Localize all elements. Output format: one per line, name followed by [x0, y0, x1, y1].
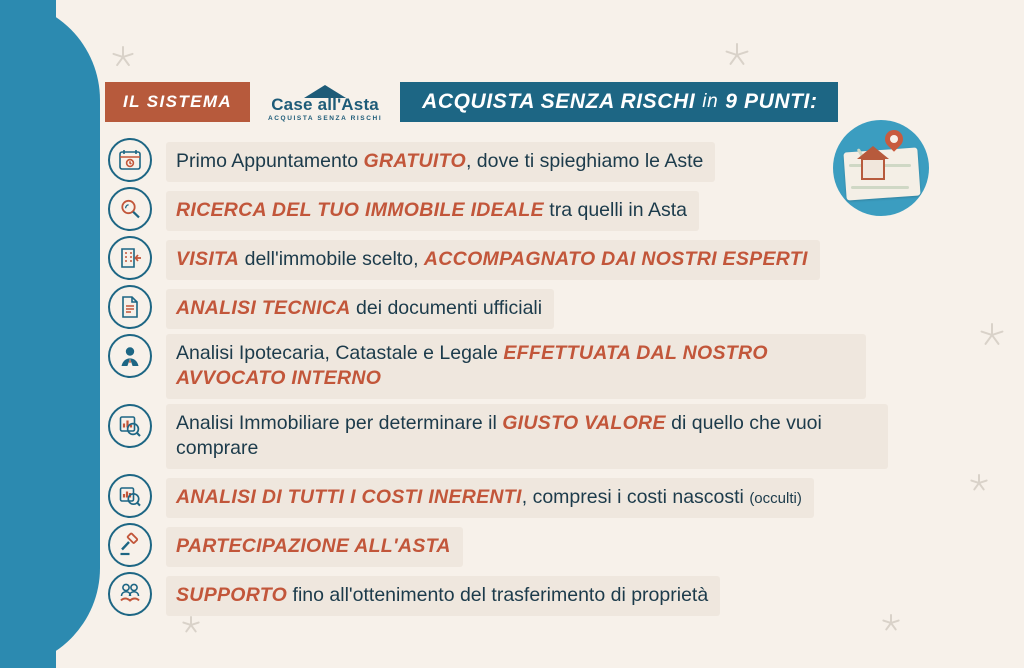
point-text	[166, 142, 715, 182]
point-text-emphasis: EFFETTUATA DAL NOSTRO AVVOCATO INTERNO	[176, 342, 768, 389]
list-item	[108, 523, 908, 567]
point-text	[166, 576, 720, 616]
magnifier-search-icon	[108, 187, 152, 231]
point-text-emphasis: GRATUITO	[363, 150, 466, 172]
point-text-part: di quello che vuoi comprare	[176, 411, 822, 459]
sparkle-decoration	[108, 42, 138, 72]
point-text-part: , dove ti spieghiamo le Aste	[465, 150, 704, 172]
point-text	[166, 404, 888, 469]
point-text-part: Analisi Ipotecaria, Catastale e Legale	[176, 342, 504, 364]
point-text-part: Primo Appuntamento	[176, 150, 364, 172]
list-item	[108, 138, 908, 182]
support-handshake-icon	[108, 572, 152, 616]
list-item	[108, 572, 908, 616]
list-item	[108, 285, 908, 329]
house-roof-icon	[304, 82, 346, 98]
list-item	[108, 236, 908, 280]
point-text-small: (occulti)	[749, 489, 802, 507]
list-item	[108, 334, 908, 399]
header-title-light: in	[702, 91, 719, 112]
gavel-auction-icon	[108, 523, 152, 567]
list-item	[108, 474, 908, 518]
point-text	[166, 334, 866, 399]
sparkle-decoration	[722, 40, 752, 70]
point-text-part: , compresi i costi nascosti	[521, 485, 750, 508]
point-text	[166, 527, 463, 567]
point-text	[166, 240, 820, 280]
brand-logo-tagline: ACQUISTA SENZA RISCHI	[267, 115, 383, 122]
cost-chart-magnifier-icon	[108, 474, 152, 518]
point-text-part: dell'immobile scelto,	[239, 248, 424, 270]
point-text-part: tra quelli in Asta	[543, 199, 687, 221]
document-analysis-icon	[108, 285, 152, 329]
point-text-part: Analisi Immobiliare per determinare il	[176, 411, 503, 434]
header-bar	[105, 82, 838, 122]
point-text-emphasis: SUPPORTO	[176, 583, 288, 606]
point-text-emphasis: RICERCA DEL TUO IMMOBILE IDEALE	[176, 199, 544, 221]
calendar-appointment-icon	[108, 138, 152, 182]
header-title	[400, 82, 837, 122]
sparkle-decoration	[977, 320, 1007, 350]
point-text	[166, 289, 554, 329]
lawyer-person-icon	[108, 334, 152, 378]
point-text-emphasis: ANALISI DI TUTTI I COSTI INERENTI	[176, 485, 522, 508]
point-text-emphasis: PARTECIPAZIONE ALL'ASTA	[176, 534, 451, 557]
sparkle-decoration	[966, 470, 992, 496]
brand-logo-name: Case all'Asta	[271, 95, 379, 114]
point-text-part: dei documenti ufficiali	[350, 297, 543, 319]
list-item	[108, 404, 908, 469]
point-text-part: fino all'ottenimento del trasferimento di proprietà	[287, 583, 709, 606]
points-list	[108, 138, 908, 621]
brand-logo	[250, 82, 400, 122]
point-text-emphasis: VISITA	[176, 248, 240, 270]
point-text-emphasis: ACCOMPAGNATO DAI NOSTRI ESPERTI	[423, 248, 808, 270]
header-title-strong2: 9 PUNTI:	[725, 90, 818, 113]
building-visit-icon	[108, 236, 152, 280]
list-item	[108, 187, 908, 231]
point-text	[166, 478, 814, 518]
point-text	[166, 191, 699, 231]
left-blue-notch	[0, 0, 56, 668]
point-text-emphasis: ANALISI TECNICA	[176, 297, 351, 319]
chart-magnifier-icon	[108, 404, 152, 448]
header-system-label: IL SISTEMA	[105, 82, 250, 122]
point-text-emphasis: GIUSTO VALORE	[502, 411, 666, 434]
header-title-strong: ACQUISTA SENZA RISCHI	[422, 90, 696, 113]
